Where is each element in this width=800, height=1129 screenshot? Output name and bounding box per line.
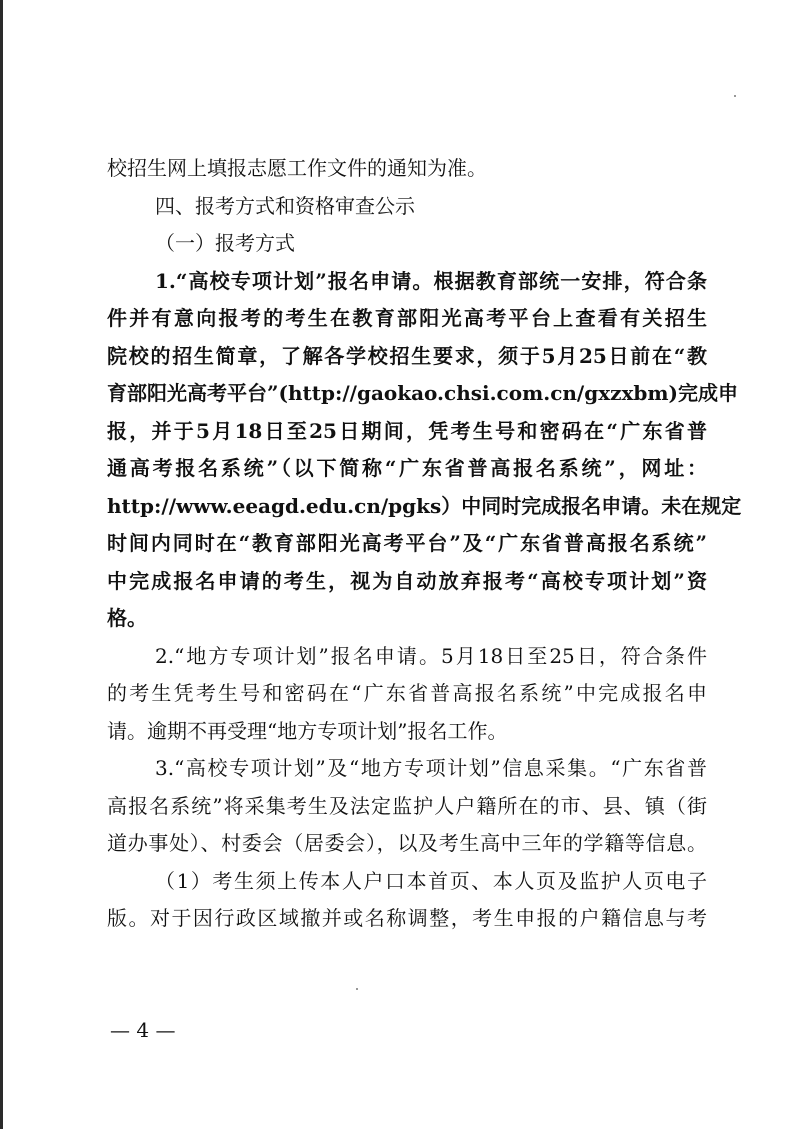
paragraph-line: 育部阳光高考平台”(http://gaokao.chsi.com.cn/gxzxbm)完成申	[107, 381, 739, 405]
document-body	[107, 150, 742, 938]
paragraph-line: 2.“地方专项计划”报名申请。5月18日至25日，符合条件	[155, 643, 707, 668]
paragraph-line: 院校的招生简章，了解各学校招生要求，须于5月25日前在“教	[107, 343, 707, 368]
paragraph-line: 3.“高校专项计划”及“地方专项计划”信息采集。“广东省普	[155, 756, 707, 780]
paragraph-line: 1.“高校专项计划”报名申请。根据教育部统一安排，符合条	[155, 268, 707, 293]
scanned-page-edge	[0, 0, 3, 1129]
paragraph-line: 道办事处）、村委会（居委会），以及考生高中三年的学籍等信息。	[107, 831, 707, 855]
paragraph-line: （1）考生须上传本人户口本首页、本人页及监护人页电子	[155, 868, 707, 893]
paragraph-line: 通高考报名系统”（以下简称“广东省普高报名系统”，网址：	[107, 456, 707, 480]
paragraph-line: 的考生凭考生号和密码在“广东省普高报名系统”中完成报名申	[107, 681, 707, 705]
paragraph-line: http://www.eeagd.edu.cn/pgks）中同时完成报名申请。未在规定	[107, 493, 742, 518]
paragraph-line: 报，并于5月18日至25日期间，凭考生号和密码在“广东省普	[107, 418, 707, 443]
paragraph-line: 版。对于因行政区域撤并或名称调整，考生申报的户籍信息与考	[107, 906, 707, 930]
paragraph-line: 请。逾期不再受理“地方专项计划”报名工作。	[107, 718, 508, 743]
paragraph-line: 时间内同时在“教育部阳光高考平台”及“广东省普高报名系统”	[107, 531, 707, 555]
scan-speck	[734, 95, 736, 97]
paragraph-line: 件并有意向报考的考生在教育部阳光高考平台上查看有关招生	[107, 306, 707, 330]
subsection-heading: （一）报考方式	[155, 231, 295, 255]
paragraph-line: 高报名系统”将采集考生及法定监护人户籍所在的市、县、镇（街	[107, 793, 707, 818]
scan-speck	[356, 988, 358, 990]
paragraph-line: 格。	[107, 606, 147, 630]
page-number: — 4 —	[110, 1018, 176, 1042]
paragraph-line: 中完成报名申请的考生，视为自动放弃报考“高校专项计划”资	[107, 568, 707, 593]
section-heading: 四、报考方式和资格审查公示	[155, 193, 415, 218]
paragraph-line: 校招生网上填报志愿工作文件的通知为准。	[107, 156, 487, 180]
